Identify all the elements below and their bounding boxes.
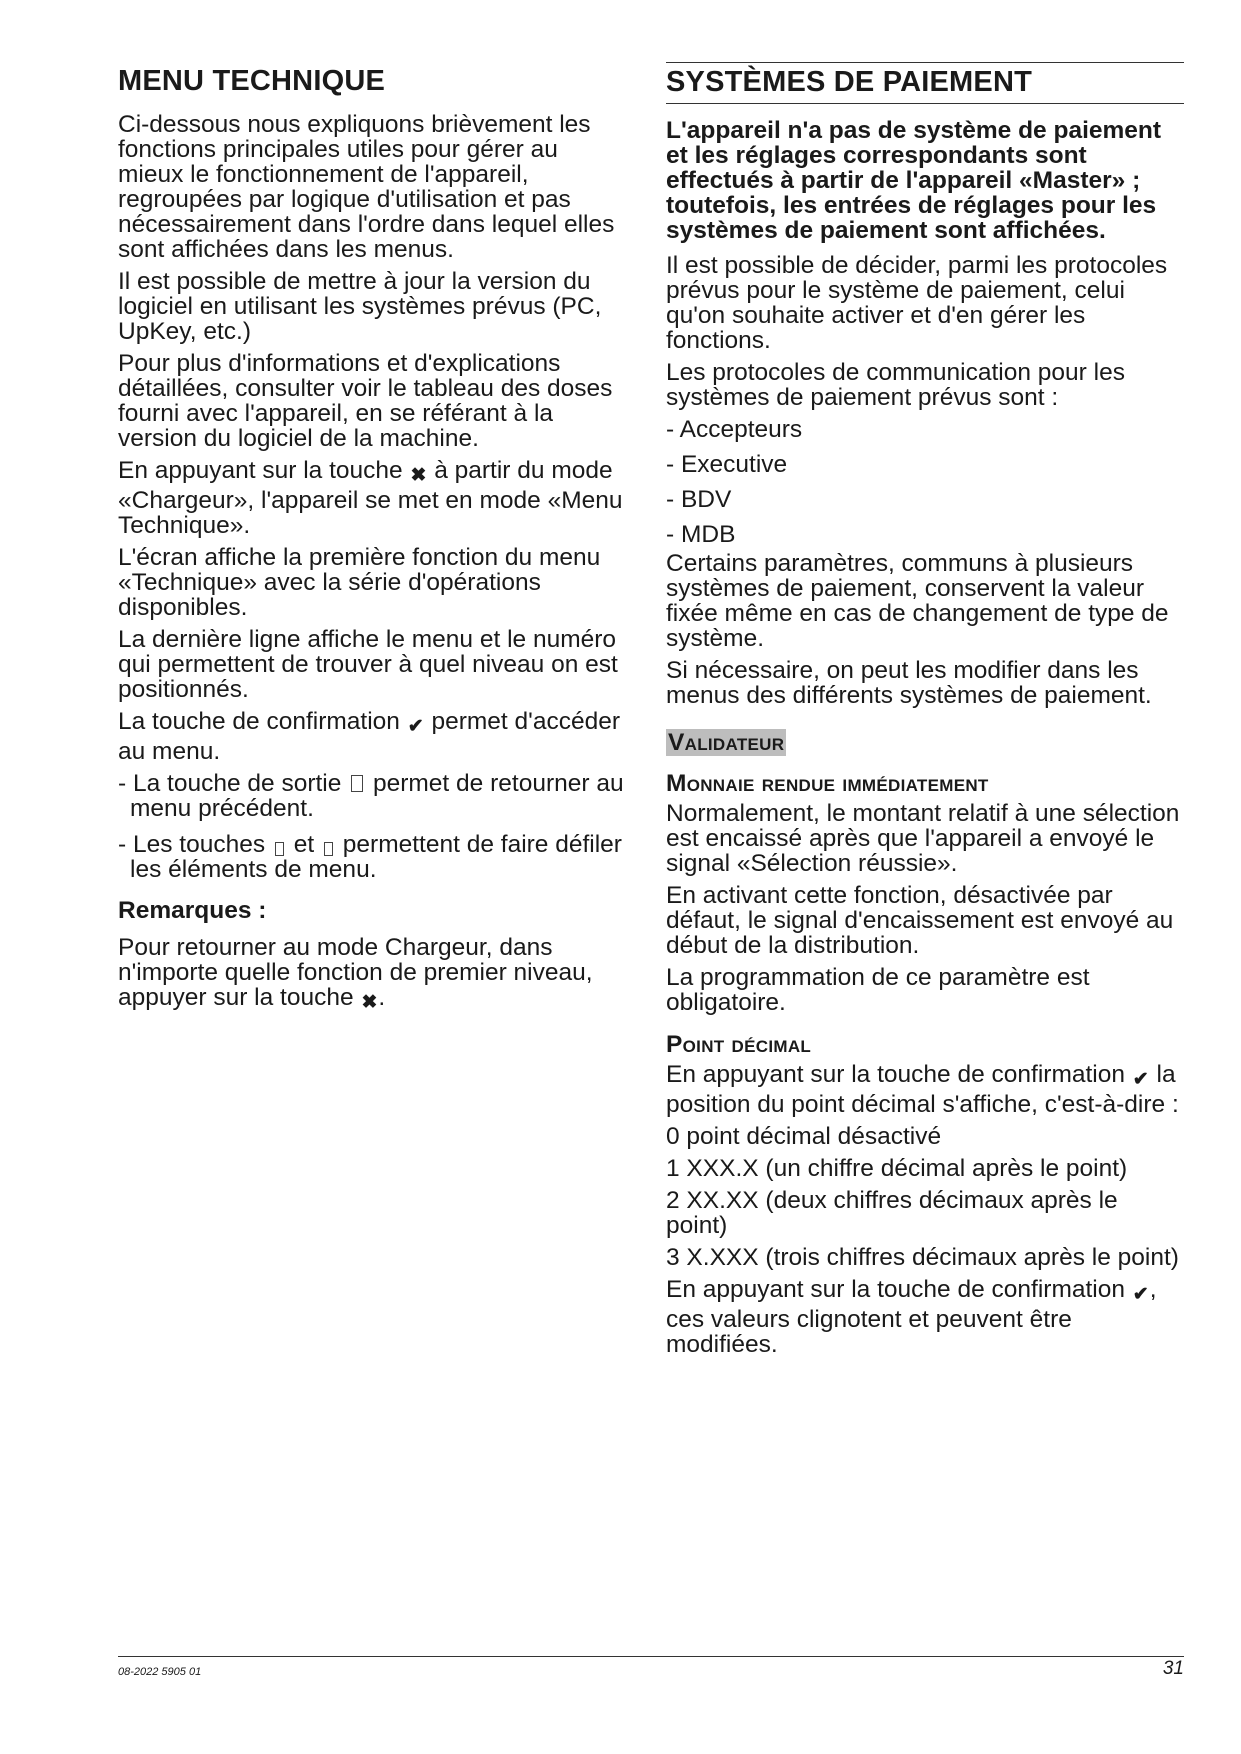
payment-systems-title: SYSTÈMES DE PAIEMENT <box>666 62 1184 104</box>
scroll-down-key-icon <box>324 842 333 856</box>
point-decimal-text-a: En appuyant sur la touche de confirmation <box>666 1060 1125 1088</box>
scroll-up-key-icon <box>275 842 284 856</box>
protocol-item: - Executive <box>666 450 788 478</box>
point-decimal-paragraph-1 <box>666 1062 1184 1117</box>
point-option-1: 1 XXX.X (un chiffre décimal après le point) <box>666 1154 1128 1182</box>
protocol-item: - MDB <box>666 520 736 548</box>
point-decimal-text-d: , ces valeurs clignotent et peuvent être modifiées. <box>666 1275 1157 1358</box>
first-function-paragraph: L'écran affiche la première fonction du menu «Technique» avec la série d'opérations disponibles. <box>118 543 601 621</box>
check-key-icon: ✔ <box>1132 1068 1149 1090</box>
left-column <box>118 62 630 1022</box>
document-code: 08-2022 5905 01 <box>118 1666 202 1678</box>
protocol-item: - Accepteurs <box>666 415 803 443</box>
return-charger-text-a: Pour retourner au mode Chargeur, dans n'importe quelle fonction de premier niveau, appuyer sur la touche <box>118 933 593 1011</box>
exit-key-text-a: - La touche de sortie <box>118 769 342 797</box>
scroll-keys-text-a: - Les touches <box>118 830 266 858</box>
scroll-keys-text-b: et <box>293 830 315 858</box>
right-column <box>666 62 1184 1364</box>
protocol-choice-paragraph: Il est possible de décider, parmi les protocoles prévus pour le système de paiement, celui qu'on souhaite activer et d'en gérer les fonctions. <box>666 251 1168 354</box>
last-line-paragraph: La dernière ligne affiche le menu et le numéro qui permettent de trouver à quel niveau on est positionnés. <box>118 625 618 703</box>
return-charger-text-b: . <box>378 983 386 1011</box>
monnaie-heading: Monnaie rendue immédiatement <box>666 769 989 797</box>
protocols-intro-paragraph: Les protocoles de communication pour les systèmes de paiement prévus sont : <box>666 358 1125 411</box>
cross-key-icon: ✖ <box>361 991 378 1013</box>
menu-technique-title: MENU TECHNIQUE <box>118 65 386 97</box>
more-info-paragraph: Pour plus d'informations et d'explications détaillées, consulter voir le tableau des doses fourni avec l'appareil, en se référant à la version du logiciel de la machine. <box>118 349 613 452</box>
cross-key-icon: ✖ <box>410 464 427 486</box>
enter-menu-paragraph <box>118 458 630 538</box>
point-option-2: 2 XX.XX (deux chiffres décimaux après le point) <box>666 1186 1118 1239</box>
confirm-key-text-b: permet d'accéder au menu. <box>118 707 621 765</box>
intro-paragraph: Ci-dessous nous expliquons brièvement les fonctions principales utiles pour gérer au mieux le fonctionnement de l'appareil, regroupées par logique d'utilisation et pas nécessairement dans l'ordre dans lequel elles sont affichées dans les menus. <box>118 110 615 263</box>
validateur-heading: Validateur <box>668 728 785 756</box>
enter-menu-text-b: à partir du mode «Chargeur», l'appareil se met en mode «Menu Technique». <box>118 456 623 539</box>
monnaie-paragraph-3: La programmation de ce paramètre est obligatoire. <box>666 963 1090 1016</box>
footer-divider <box>118 1656 1184 1657</box>
page-number: 31 <box>1162 1658 1184 1679</box>
monnaie-paragraph-1: Normalement, le montant relatif à une sélection est encaissé après que l'appareil a envoyé le signal «Sélection réussie». <box>666 799 1180 877</box>
protocol-item: - BDV <box>666 485 732 513</box>
remarks-heading: Remarques : <box>118 896 267 924</box>
point-option-3: 3 X.XXX (trois chiffres décimaux après le point) <box>666 1243 1179 1271</box>
check-key-icon: ✔ <box>407 715 424 737</box>
return-charger-paragraph <box>118 935 630 1015</box>
check-key-icon: ✔ <box>1132 1283 1149 1305</box>
point-decimal-heading: Point décimal <box>666 1030 812 1058</box>
scroll-keys-item <box>118 832 630 882</box>
monnaie-paragraph-2: En activant cette fonction, désactivée par défaut, le signal d'encaissement est envoyé au début de la distribution. <box>666 881 1174 959</box>
point-decimal-paragraph-2 <box>666 1277 1184 1357</box>
modify-params-paragraph: Si nécessaire, on peut les modifier dans les menus des différents systèmes de paiement. <box>666 656 1152 709</box>
point-decimal-text-b: la position du point décimal s'affiche, c'est-à-dire : <box>666 1060 1179 1118</box>
scroll-keys-text-c: permettent de faire défiler les éléments de menu. <box>130 830 622 883</box>
point-decimal-text-c: En appuyant sur la touche de confirmation <box>666 1275 1125 1303</box>
exit-key-icon <box>351 775 363 792</box>
confirm-key-paragraph <box>118 709 630 764</box>
confirm-key-text-a: La touche de confirmation <box>118 707 400 735</box>
common-params-paragraph: Certains paramètres, communs à plusieurs systèmes de paiement, conservent la valeur fixée même en cas de changement de type de système. <box>666 549 1169 652</box>
enter-menu-text-a: En appuyant sur la touche <box>118 456 403 484</box>
exit-key-text-b: permet de retourner au menu précédent. <box>130 769 624 822</box>
point-option-0: 0 point décimal désactivé <box>666 1122 942 1150</box>
exit-key-item <box>118 771 630 821</box>
software-update-paragraph: Il est possible de mettre à jour la version du logiciel en utilisant les systèmes prévus (PC, UpKey, etc.) <box>118 267 602 345</box>
payment-bold-intro: L'appareil n'a pas de système de paiement et les réglages correspondants sont effectués à partir de l'appareil «Master» ; toutefois, les entrées de réglages pour les systèmes de paiement sont affichées. <box>666 116 1162 244</box>
